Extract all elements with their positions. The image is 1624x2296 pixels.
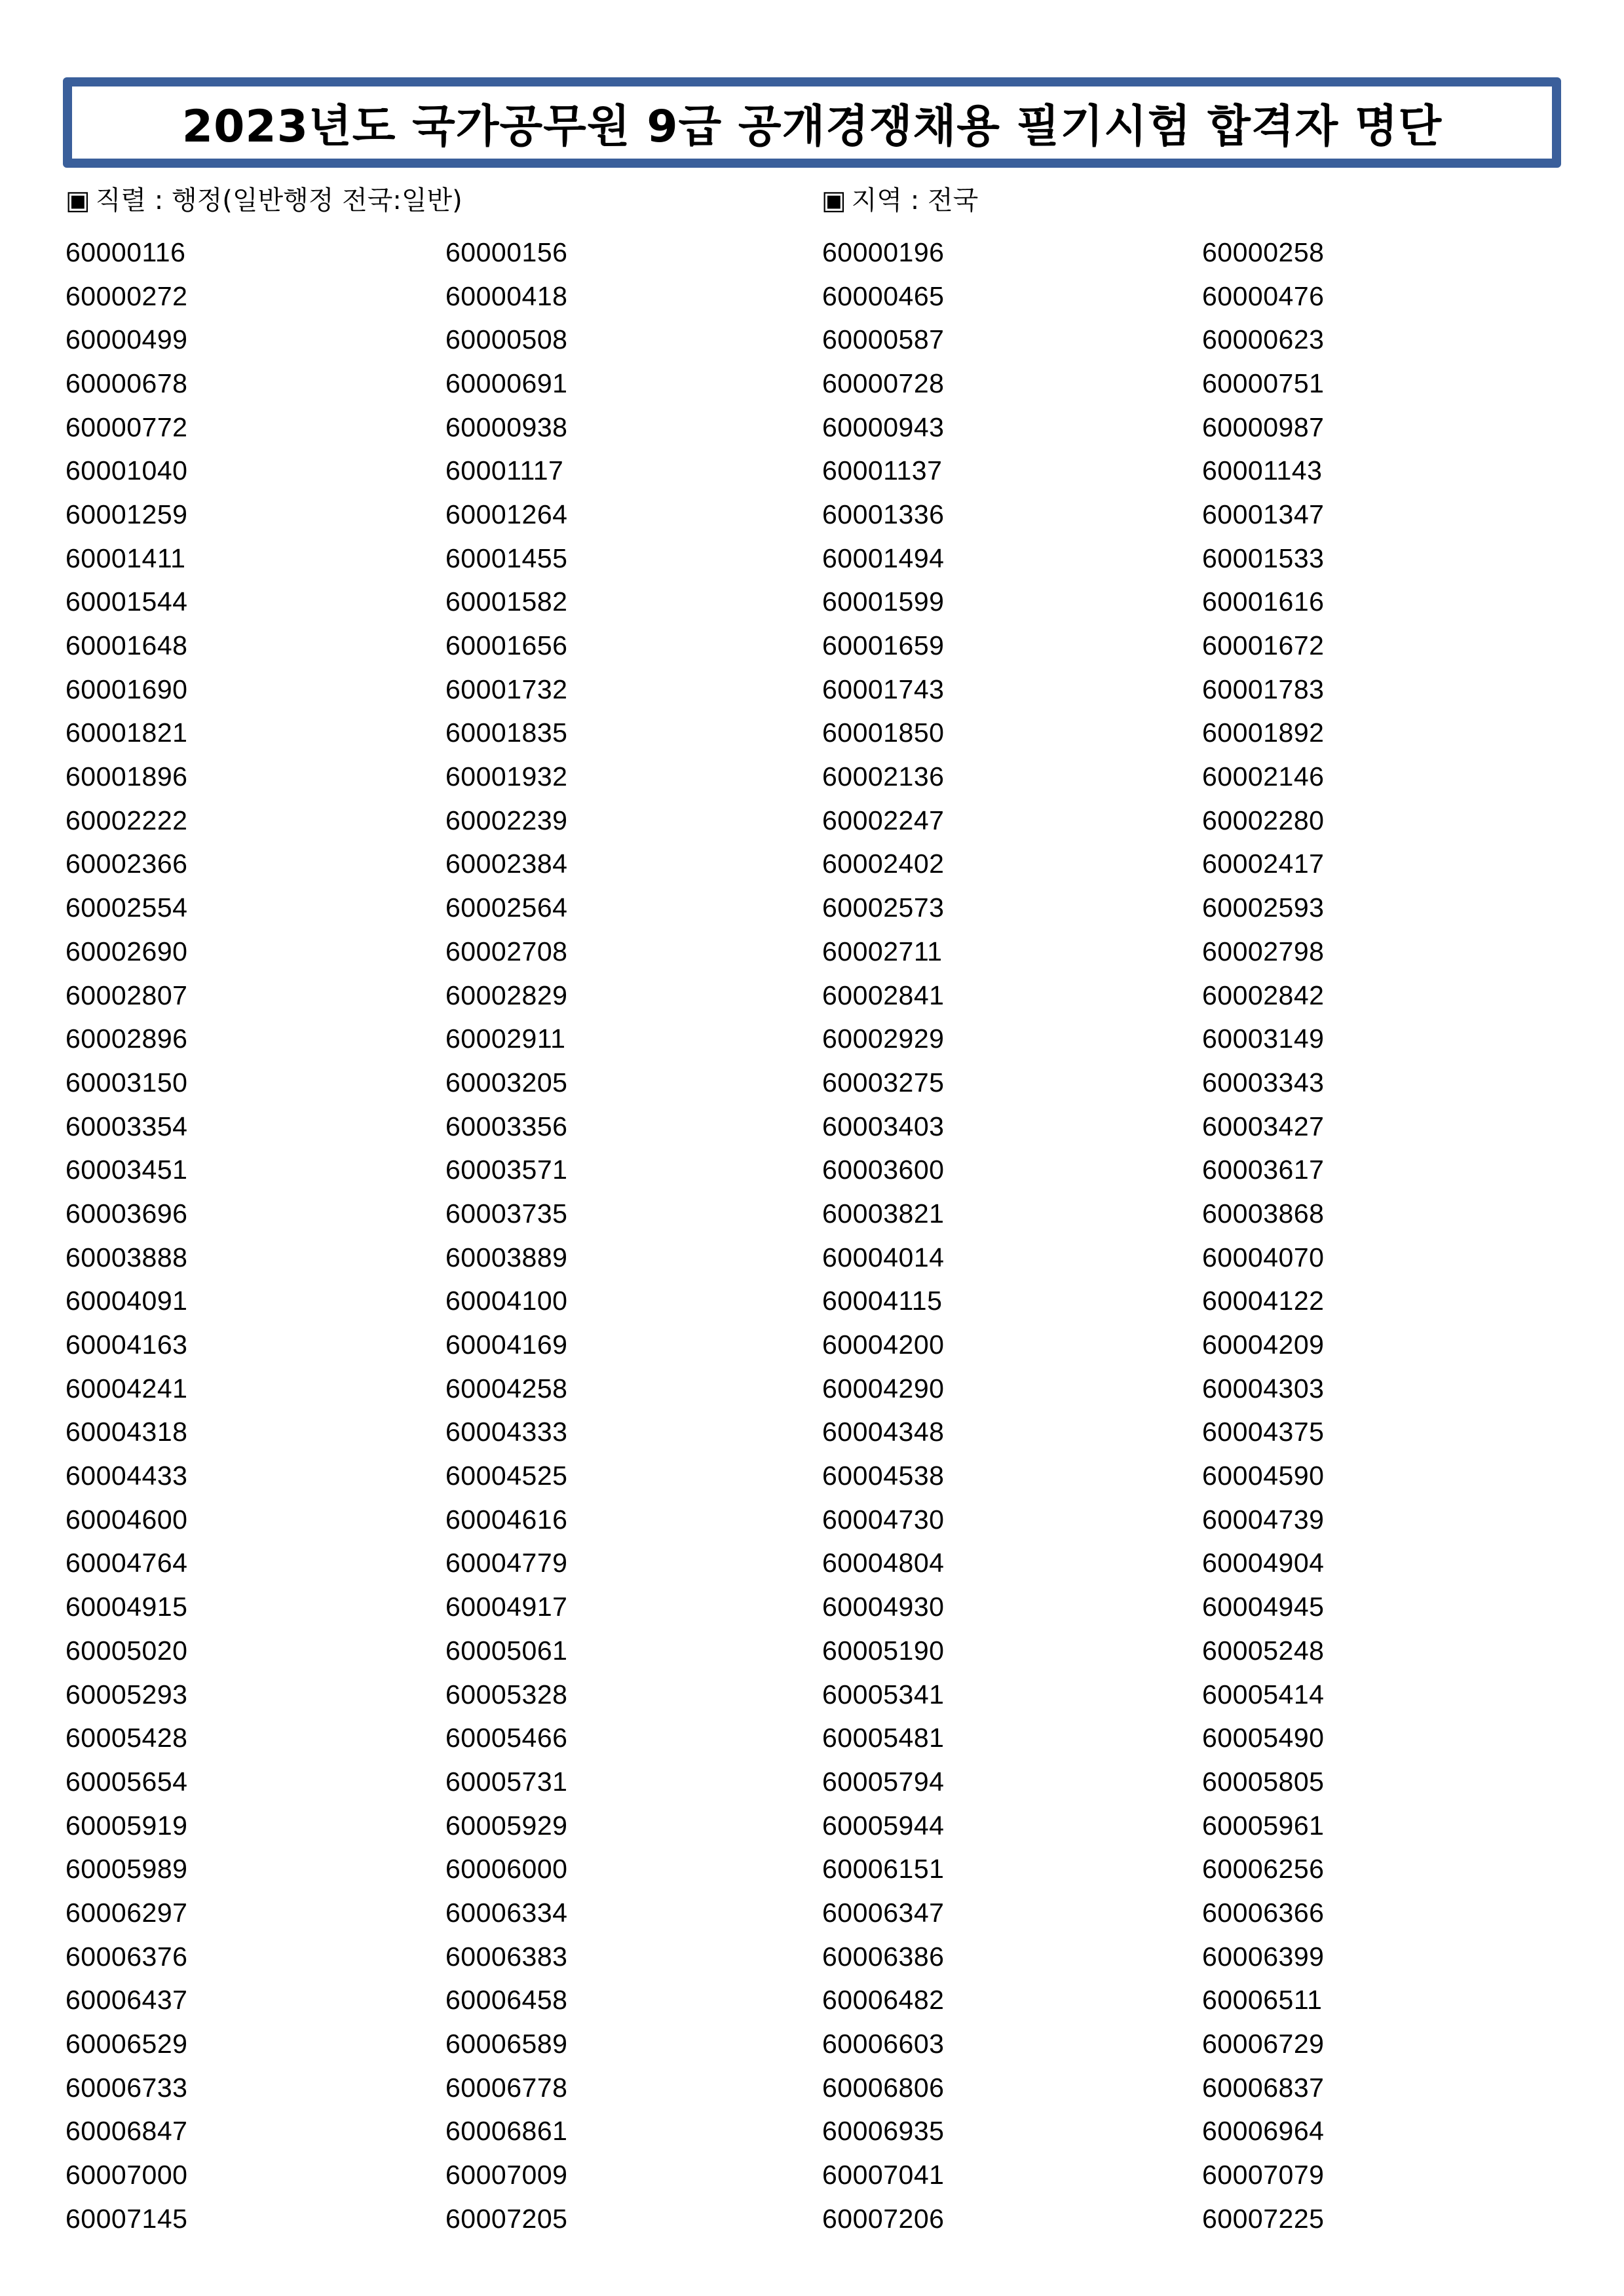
applicant-number: 60000751 [1202,368,1325,398]
applicant-number: 60004241 [66,1373,188,1404]
applicant-number: 60004290 [822,1373,945,1404]
applicant-number: 60004904 [1202,1548,1325,1578]
applicant-number: 60006297 [66,1897,188,1928]
applicant-number: 60006806 [822,2072,945,2103]
list-row [66,1280,1572,1324]
applicant-number: 60002280 [1202,805,1325,835]
applicant-number: 60001835 [445,718,568,748]
applicant-number: 60004375 [1202,1417,1325,1447]
applicant-number: 60003354 [66,1111,188,1141]
applicant-number: 60001336 [822,499,945,529]
applicant-number: 60006511 [1202,1985,1323,2016]
list-row [66,1498,1572,1542]
applicant-number: 60004525 [445,1461,568,1491]
applicant-number: 60000938 [445,411,568,442]
list-row [66,1847,1572,1891]
applicant-number: 60002829 [445,980,568,1010]
applicant-number: 60001648 [66,630,188,661]
list-row [66,1760,1572,1804]
applicant-number: 60002417 [1202,849,1325,879]
applicant-number: 60004209 [1202,1330,1325,1360]
list-row [66,974,1572,1018]
applicant-number: 60006529 [66,2029,188,2059]
applicant-number: 60001659 [822,630,945,661]
applicant-number: 60005490 [1202,1723,1325,1753]
applicant-number: 60001690 [66,674,188,704]
applicant-number: 60006964 [1202,2116,1325,2147]
applicant-number: 60002402 [822,849,945,879]
applicant-number: 60001411 [66,543,186,573]
applicant-number: 60006151 [822,1854,945,1885]
applicant-number-list [66,231,1572,2241]
applicant-number: 60005944 [822,1810,945,1841]
applicant-number: 60003600 [822,1155,945,1185]
list-row [66,1629,1572,1673]
applicant-number: 60005929 [445,1810,568,1841]
applicant-number: 60003617 [1202,1155,1325,1185]
applicant-number: 60001347 [1202,499,1325,529]
meta-region [821,182,978,219]
applicant-number: 60002239 [445,805,568,835]
list-row [66,1061,1572,1105]
applicant-number: 60005414 [1202,1679,1325,1710]
applicant-number: 60004070 [1202,1242,1325,1272]
applicant-number: 60004804 [822,1548,945,1578]
applicant-number: 60003403 [822,1111,945,1141]
applicant-number: 60002708 [445,936,568,966]
list-row [66,493,1572,537]
list-row [66,755,1572,799]
applicant-number: 60001494 [822,543,945,573]
applicant-number: 60001732 [445,674,568,704]
applicant-number: 60005248 [1202,1635,1325,1666]
applicant-number: 60001743 [822,674,945,704]
applicant-number: 60003343 [1202,1067,1325,1098]
applicant-number: 60004538 [822,1461,945,1491]
applicant-number: 60006256 [1202,1854,1325,1885]
applicant-number: 60002136 [822,761,945,792]
list-row [66,930,1572,974]
applicant-number: 60005341 [822,1679,945,1710]
applicant-number: 60000943 [822,411,945,442]
applicant-number: 60005654 [66,1766,188,1797]
applicant-number: 60003451 [66,1155,188,1185]
applicant-number: 60002807 [66,980,188,1010]
applicant-number: 60004616 [445,1504,568,1535]
applicant-number: 60006778 [445,2072,568,2103]
list-row [66,449,1572,493]
applicant-number: 60006366 [1202,1897,1325,1928]
applicant-number: 60001783 [1202,674,1325,704]
title-box [63,77,1561,168]
applicant-number: 60003889 [445,1242,568,1272]
applicant-number: 60001582 [445,586,568,617]
list-row [66,1367,1572,1411]
list-row [66,712,1572,756]
applicant-number: 60002841 [822,980,945,1010]
applicant-number: 60006837 [1202,2072,1325,2103]
applicant-number: 60006603 [822,2029,945,2059]
applicant-number: 60004433 [66,1461,188,1491]
applicant-number: 60005466 [445,1723,568,1753]
applicant-number: 60003205 [445,1067,568,1098]
page-title: 2023년도 국가공무원 9급 공개경쟁채용 필기시험 합격자 명단 [181,100,1443,153]
applicant-number: 60004318 [66,1417,188,1447]
region-label: 지역 : 전국 [851,185,979,216]
applicant-number: 60004169 [445,1330,568,1360]
list-row [66,1716,1572,1760]
list-row [66,1804,1572,1848]
applicant-number: 60005061 [445,1635,568,1666]
applicant-number: 60001616 [1202,586,1325,617]
applicant-number: 60001117 [445,455,564,486]
list-row [66,2153,1572,2197]
applicant-number: 60005731 [445,1766,568,1797]
applicant-number: 60007079 [1202,2160,1325,2191]
applicant-number: 60004779 [445,1548,568,1578]
applicant-number: 60000587 [822,324,945,355]
applicant-number: 60000418 [445,280,568,311]
applicant-number: 60004348 [822,1417,945,1447]
applicant-number: 60003696 [66,1198,188,1229]
applicant-number: 60006386 [822,1941,945,1972]
list-row [66,843,1572,887]
applicant-number: 60002690 [66,936,188,966]
applicant-number: 60002593 [1202,892,1325,923]
list-row [66,2197,1572,2241]
applicant-number: 60000258 [1202,237,1325,267]
applicant-number: 60000508 [445,324,568,355]
applicant-number: 60002929 [822,1024,945,1054]
applicant-number: 60004764 [66,1548,188,1578]
applicant-number: 60003868 [1202,1198,1325,1229]
applicant-number: 60004122 [1202,1286,1325,1316]
applicant-number: 60004600 [66,1504,188,1535]
applicant-number: 60001850 [822,718,945,748]
applicant-number: 60000691 [445,368,568,398]
applicant-number: 60000476 [1202,280,1325,311]
list-row [66,1323,1572,1367]
applicant-number: 60002146 [1202,761,1325,792]
applicant-number: 60000116 [66,237,186,267]
applicant-number: 60004100 [445,1286,568,1316]
applicant-number: 60001672 [1202,630,1325,661]
applicant-number: 60001259 [66,499,188,529]
applicant-number: 60002222 [66,805,188,835]
list-row [66,1542,1572,1586]
applicant-number: 60001656 [445,630,568,661]
list-row [66,1979,1572,2023]
applicant-number: 60001143 [1202,455,1323,486]
applicant-number: 60006383 [445,1941,568,1972]
applicant-number: 60001137 [822,455,943,486]
list-row [66,362,1572,406]
applicant-number: 60003735 [445,1198,568,1229]
list-row [66,1454,1572,1498]
applicant-number: 60005428 [66,1723,188,1753]
applicant-number: 60005020 [66,1635,188,1666]
applicant-number: 60000772 [66,411,188,442]
applicant-number: 60005481 [822,1723,945,1753]
list-row [66,2110,1572,2154]
applicant-number: 60004945 [1202,1592,1325,1622]
applicant-number: 60006729 [1202,2029,1325,2059]
applicant-number: 60005961 [1202,1810,1325,1841]
list-row [66,1236,1572,1280]
applicant-number: 60005919 [66,1810,188,1841]
list-row [66,581,1572,624]
applicant-number: 60004200 [822,1330,945,1360]
list-row [66,318,1572,362]
applicant-number: 60002911 [445,1024,566,1054]
applicant-number: 60006458 [445,1985,568,2016]
list-row [66,1935,1572,1979]
applicant-number: 60006733 [66,2072,188,2103]
applicant-number: 60000465 [822,280,945,311]
applicant-number: 60001892 [1202,718,1325,748]
applicant-number: 60006589 [445,2029,568,2059]
applicant-number: 60006482 [822,1985,945,2016]
applicant-number: 60002564 [445,892,568,923]
list-row [66,537,1572,581]
applicant-number: 60005805 [1202,1766,1325,1797]
applicant-number: 60000156 [445,237,568,267]
list-row [66,231,1572,275]
applicant-number: 60007206 [822,2203,945,2234]
applicant-number: 60001544 [66,586,188,617]
applicant-number: 60004730 [822,1504,945,1535]
applicant-number: 60001599 [822,586,945,617]
applicant-number: 60004014 [822,1242,945,1272]
applicant-number: 60006347 [822,1897,945,1928]
applicant-number: 60004258 [445,1373,568,1404]
meta-job-series [66,182,463,219]
applicant-number: 60005293 [66,1679,188,1710]
applicant-number: 60004115 [822,1286,943,1316]
applicant-number: 60005794 [822,1766,945,1797]
applicant-number: 60003427 [1202,1111,1325,1141]
applicant-number: 60004303 [1202,1373,1325,1404]
applicant-number: 60003356 [445,1111,568,1141]
applicant-number: 60002896 [66,1024,188,1054]
list-row [66,624,1572,668]
square-bullet-icon: ▣ [66,185,90,216]
applicant-number: 60000196 [822,237,945,267]
applicant-number: 60004590 [1202,1461,1325,1491]
applicant-number: 60004333 [445,1417,568,1447]
list-row [66,2066,1572,2110]
list-row [66,1017,1572,1061]
applicant-number: 60007205 [445,2203,568,2234]
applicant-number: 60003275 [822,1067,945,1098]
list-row [66,275,1572,318]
applicant-number: 60006376 [66,1941,188,1972]
applicant-number: 60004917 [445,1592,568,1622]
list-row [66,1411,1572,1455]
applicant-number: 60000728 [822,368,945,398]
applicant-number: 60003888 [66,1242,188,1272]
applicant-number: 60002554 [66,892,188,923]
applicant-number: 60005328 [445,1679,568,1710]
applicant-number: 60006437 [66,1985,188,2016]
list-row [66,1891,1572,1935]
applicant-number: 60001040 [66,455,188,486]
applicant-number: 60003149 [1202,1024,1325,1054]
applicant-number: 60005190 [822,1635,945,1666]
applicant-number: 60002384 [445,849,568,879]
list-row [66,406,1572,450]
list-row [66,1585,1572,1629]
square-bullet-icon: ▣ [821,185,846,216]
applicant-number: 60006334 [445,1897,568,1928]
applicant-number: 60006000 [445,1854,568,1885]
list-row [66,668,1572,712]
applicant-number: 60004739 [1202,1504,1325,1535]
applicant-number: 60006399 [1202,1941,1325,1972]
applicant-number: 60002247 [822,805,945,835]
applicant-number: 60002573 [822,892,945,923]
applicant-number: 60007225 [1202,2203,1325,2234]
list-row [66,886,1572,930]
applicant-number: 60007145 [66,2203,188,2234]
applicant-number: 60001264 [445,499,568,529]
applicant-number: 60001821 [66,718,188,748]
list-row [66,799,1572,843]
list-row [66,1192,1572,1236]
applicant-number: 60001455 [445,543,568,573]
applicant-number: 60006847 [66,2116,188,2147]
applicant-number: 60004930 [822,1592,945,1622]
applicant-number: 60001533 [1202,543,1325,573]
list-row [66,2022,1572,2066]
applicant-number: 60000272 [66,280,188,311]
applicant-number: 60003821 [822,1198,945,1229]
applicant-number: 60000499 [66,324,188,355]
applicant-number: 60002842 [1202,980,1325,1010]
applicant-number: 60003571 [445,1155,568,1185]
applicant-number: 60004915 [66,1592,188,1622]
applicant-number: 60007009 [445,2160,568,2191]
applicant-number: 60005989 [66,1854,188,1885]
applicant-number: 60007041 [822,2160,945,2191]
list-row [66,1105,1572,1149]
applicant-number: 60000678 [66,368,188,398]
applicant-number: 60003150 [66,1067,188,1098]
list-row [66,1673,1572,1717]
applicant-number: 60001896 [66,761,188,792]
applicant-number: 60002366 [66,849,188,879]
applicant-number: 60006861 [445,2116,568,2147]
job-series-label: 직렬 : 행정(일반행정 전국:일반) [95,185,463,216]
applicant-number: 60002798 [1202,936,1325,966]
applicant-number: 60006935 [822,2116,945,2147]
applicant-number: 60000987 [1202,411,1325,442]
applicant-number: 60004091 [66,1286,188,1316]
applicant-number: 60004163 [66,1330,188,1360]
list-row [66,1148,1572,1192]
applicant-number: 60002711 [822,936,943,966]
applicant-number: 60000623 [1202,324,1325,355]
applicant-number: 60007000 [66,2160,188,2191]
applicant-number: 60001932 [445,761,568,792]
